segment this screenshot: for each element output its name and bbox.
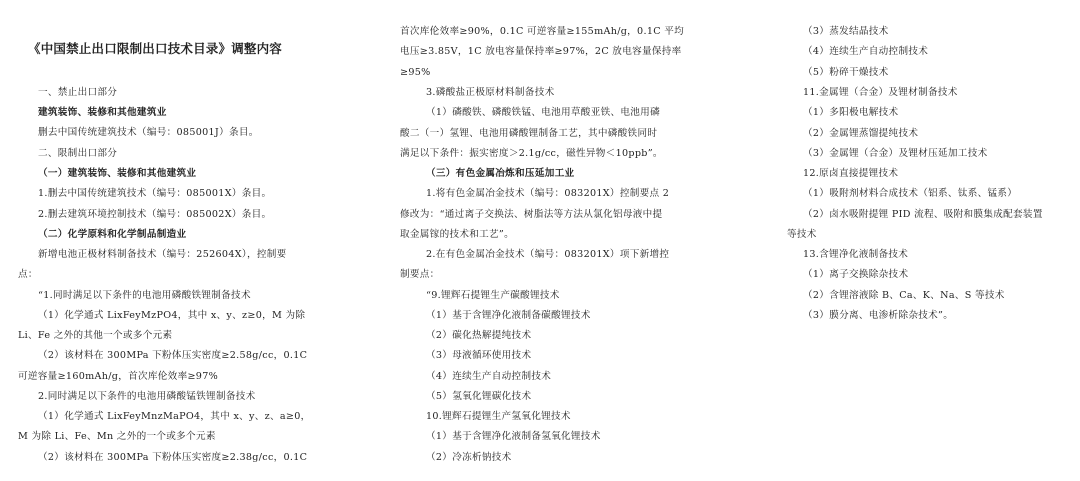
paragraph-line: 2.同时满足以下条件的电池用磷酸锰铁锂制备技术	[38, 391, 256, 402]
subsection-heading: （二）化学原料和化学制品制造业	[38, 229, 187, 240]
paragraph-line: （1）基于含锂净化液制备碳酸锂技术	[426, 310, 591, 321]
paragraph-line: （2）碳化热解提纯技术	[426, 330, 532, 341]
paragraph-line: M 为除 Li、Fe、Mn 之外的一个或多个元素	[18, 431, 216, 442]
paragraph-line: （4）连续生产自动控制技术	[803, 46, 929, 57]
paragraph-line: 取金属镓的技术和工艺”。	[400, 229, 515, 240]
subsection-heading: （一）建筑装饰、装修和其他建筑业	[38, 168, 197, 179]
subsection-heading: （三）有色金属冶炼和压延加工业	[426, 168, 575, 179]
document-title: 《中国禁止出口限制出口技术目录》调整内容	[28, 41, 283, 56]
paragraph-line: 1.删去中国传统建筑技术（编号：085001X）条目。	[38, 188, 272, 199]
paragraph-line: 13.含锂净化液制备技术	[803, 249, 909, 260]
paragraph-line: “9.锂辉石提锂生产碳酸锂技术	[426, 290, 560, 301]
paragraph-line: Li、Fe 之外的其他一个或多个元素	[18, 330, 173, 341]
paragraph-line: （2）冷冻析钠技术	[426, 452, 512, 463]
paragraph-line: （5）粉碎干燥技术	[803, 67, 889, 78]
paragraph-line: 满足以下条件：振实密度＞2.1g/cc，磁性异物＜10ppb”。	[400, 148, 663, 159]
paragraph-line: 删去中国传统建筑技术（编号：085001J）条目。	[38, 127, 259, 138]
paragraph-line: （2）含锂溶液除 B、Ca、K、Na、S 等技术	[803, 290, 1005, 301]
section-heading: 二、限制出口部分	[38, 148, 118, 159]
paragraph-line: 3.磷酸盐正极原材料制备技术	[426, 87, 555, 98]
paragraph-line: （2）金属锂蒸馏提纯技术	[803, 128, 919, 139]
paragraph-line: （1）吸附剂材料合成技术（铝系、钛系、锰系）	[803, 188, 1018, 199]
paragraph-line: （3）母液循环使用技术	[426, 350, 532, 361]
paragraph-line: （1）化学通式 LixFeyMzPO4，其中 x、y、z≥0，M 为除	[38, 310, 306, 321]
paragraph-line: 等技术	[787, 229, 817, 240]
paragraph-line: 制要点：	[400, 269, 440, 280]
paragraph-line: ≥95%	[400, 67, 431, 78]
paragraph-line: （4）连续生产自动控制技术	[426, 371, 552, 382]
paragraph-line: 酸二（一）氢锂、电池用磷酸锂制备工艺，其中磷酸铁同时	[400, 128, 658, 139]
paragraph-line: （2）卤水吸附提锂 PID 流程、吸附和膜集成配套装置	[803, 209, 1043, 220]
paragraph-line: 1.将有色金属冶金技术（编号：083201X）控制要点 2	[426, 188, 670, 199]
section-heading: 一、禁止出口部分	[38, 87, 118, 98]
paragraph-line: 电压≥3.85V，1C 放电容量保持率≥97%，2C 放电容量保持率	[400, 46, 682, 57]
paragraph-line: （3）蒸发结晶技术	[803, 26, 889, 37]
paragraph-line: 2.删去建筑环境控制技术（编号：085002X）条目。	[38, 209, 272, 220]
paragraph-line: 首次库伦效率≥90%，0.1C 可逆容量≥155mAh/g，0.1C 平均	[400, 26, 684, 37]
paragraph-line: 修改为：“通过离子交换法、树脂法等方法从氯化铝母液中提	[400, 209, 663, 220]
paragraph-line: （1）磷酸铁、磷酸铁锰、电池用草酸亚铁、电池用磷	[426, 107, 660, 118]
paragraph-line: 点：	[18, 269, 38, 280]
paragraph-line: （3）膜分离、电渗析除杂技术”。	[803, 310, 954, 321]
paragraph-line: 可逆容量≥160mAh/g，首次库伦效率≥97%	[18, 371, 219, 382]
paragraph-line: （3）金属锂（合金）及锂材压延加工技术	[803, 148, 988, 159]
subsection-heading: 建筑装饰、装修和其他建筑业	[38, 107, 167, 118]
paragraph-line: （1）化学通式 LixFeyMnzMaPO4，其中 x、y、z、a≥0，	[38, 411, 311, 422]
paragraph-line: “1.同时满足以下条件的电池用磷酸铁锂制备技术	[38, 290, 251, 301]
paragraph-line: （5）氢氧化锂碳化技术	[426, 391, 532, 402]
paragraph-line: （1）离子交换除杂技术	[803, 269, 909, 280]
paragraph-line: （1）基于含锂净化液制备氢氧化锂技术	[426, 431, 601, 442]
paragraph-line: 2.在有色金属冶金技术（编号：083201X）项下新增控	[426, 249, 670, 260]
paragraph-line: 12.原卤直接提锂技术	[803, 168, 899, 179]
paragraph-line: （2）该材料在 300MPa 下粉体压实密度≥2.38g/cc，0.1C	[38, 452, 308, 463]
paragraph-line: 11.金属锂（合金）及锂材制备技术	[803, 87, 958, 98]
paragraph-line: （2）该材料在 300MPa 下粉体压实密度≥2.58g/cc，0.1C	[38, 350, 308, 361]
paragraph-line: 10.锂辉石提锂生产氢氧化锂技术	[426, 411, 571, 422]
paragraph-line: 新增电池正极材料制备技术（编号：252604X），控制要	[38, 249, 287, 260]
paragraph-line: （1）多阳极电解技术	[803, 107, 899, 118]
